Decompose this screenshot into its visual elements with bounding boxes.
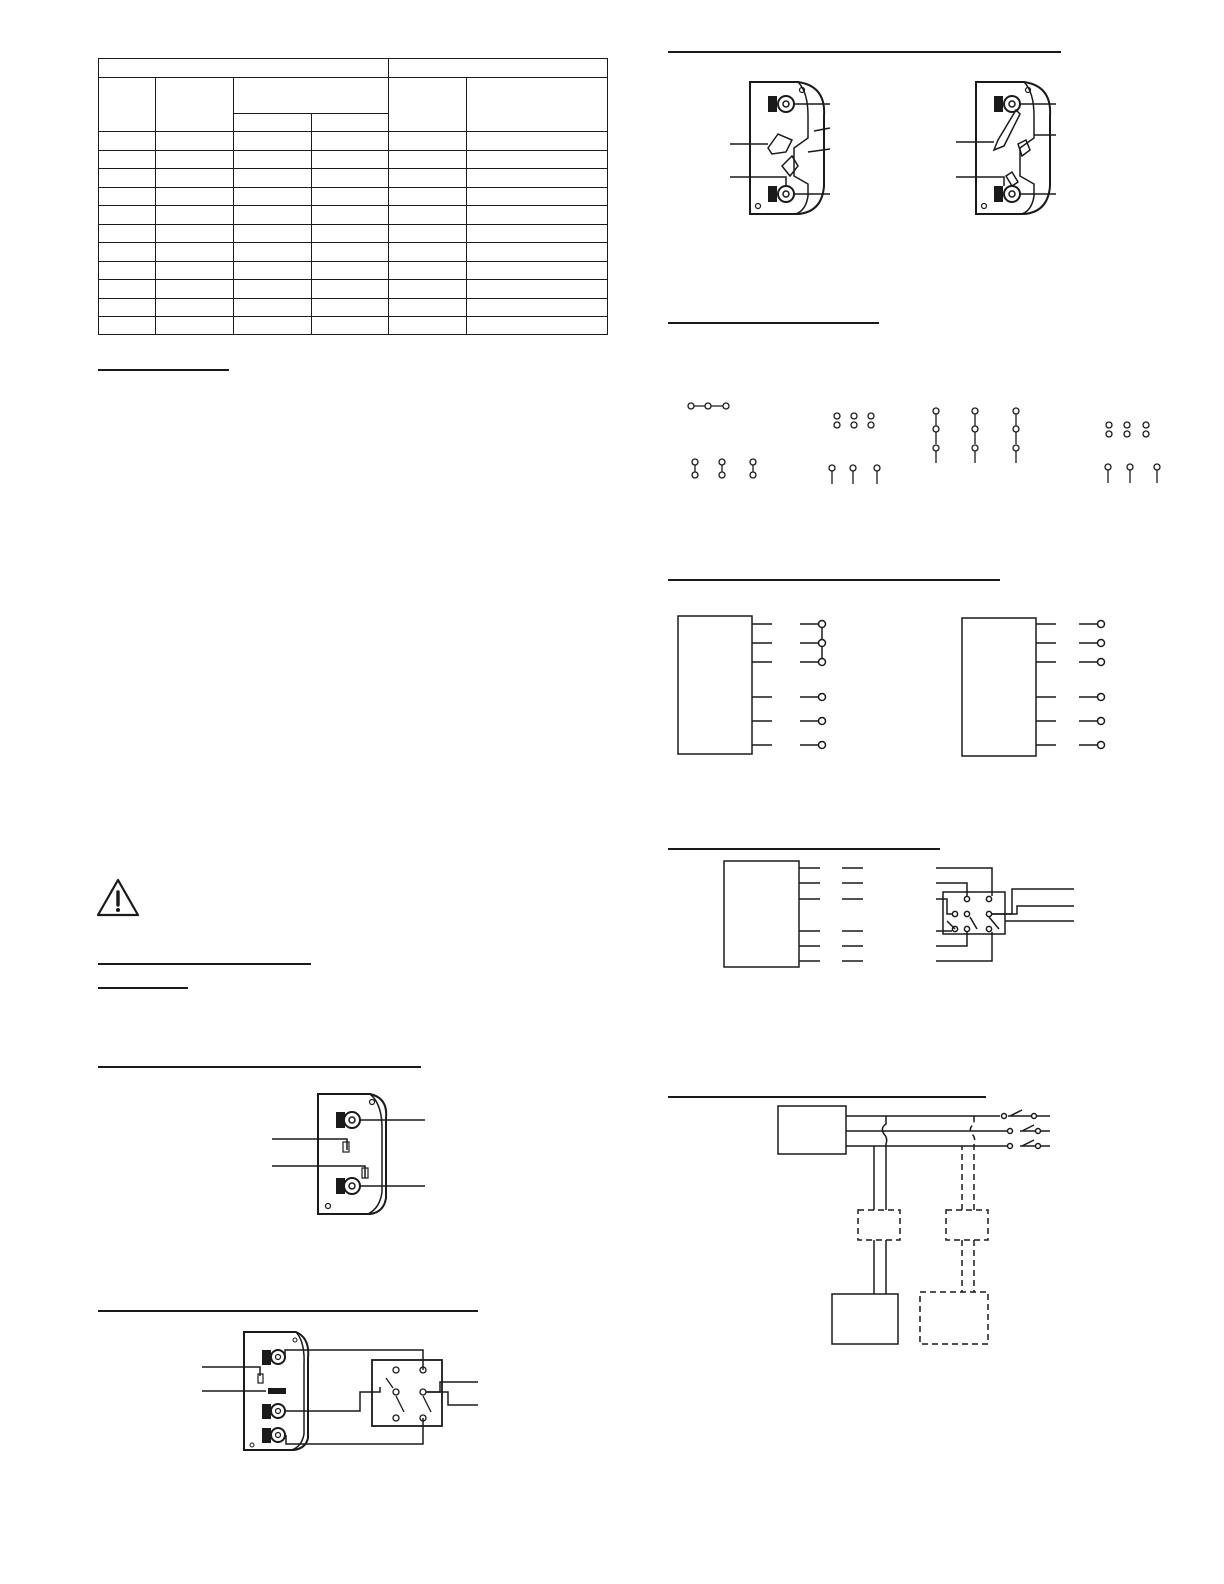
section-heading-rule [98,963,311,965]
table-cell [467,280,608,299]
table-cell [156,132,234,151]
table-cell [99,261,156,280]
section-heading-rule [668,51,1061,53]
table-column-header [234,77,389,113]
table-cell [312,261,389,280]
table-cell [389,298,467,317]
table-cell [234,169,312,188]
table-row [99,169,608,188]
table-cell [156,317,234,335]
table-row [99,187,608,206]
table-group-header [99,59,389,78]
link-position-left [730,82,830,214]
table-cell [467,298,608,317]
table-cell [467,206,608,225]
table-cell [99,206,156,225]
table-cell [389,261,467,280]
table-cell [467,224,608,243]
table-column-header [234,113,312,132]
table-column-header [312,113,389,132]
table-cell [312,187,389,206]
table-column-header [467,77,608,132]
table-cell [389,150,467,169]
table-cell [312,317,389,335]
table-cell [156,224,234,243]
table-column-header [389,77,467,132]
table-cell [389,132,467,151]
spec-table [98,58,608,335]
table-cell [389,206,467,225]
power-supply-wiring-schematic [776,1104,1056,1349]
table-cell [234,132,312,151]
table-cell [312,132,389,151]
table-cell [389,187,467,206]
table-cell [389,243,467,262]
table-cell [234,243,312,262]
table-cell [99,224,156,243]
table-cell [467,243,608,262]
table-row [99,150,608,169]
table-row [99,280,608,299]
section-heading-rule [98,369,229,371]
table-cell [156,206,234,225]
table-row [99,298,608,317]
table-cell [156,243,234,262]
table-cell [99,132,156,151]
table-cell [99,187,156,206]
terminal-block-link-positions [728,76,1068,221]
table-cell [156,187,234,206]
link-position-right [956,82,1056,214]
table-cell [234,317,312,335]
section-heading-rule [668,1096,986,1098]
table-cell [99,150,156,169]
table-cell [156,169,234,188]
table-cell [234,206,312,225]
table-cell [99,243,156,262]
section-heading-rule [98,1310,478,1312]
table-cell [156,261,234,280]
table-cell [99,169,156,188]
section-heading-rule [668,322,879,324]
terminal-block-with-switch [200,1330,480,1455]
section-heading-rule [668,848,940,850]
table-cell [156,280,234,299]
table-row [99,243,608,262]
table-cell [467,187,608,206]
table-cell [234,187,312,206]
table-cell [312,298,389,317]
table-row [99,224,608,243]
table-cell [389,169,467,188]
table-cell [312,243,389,262]
subsection-heading-rule [98,987,188,989]
table-cell [234,280,312,299]
section-heading-rule [668,579,1000,581]
table-cell [312,280,389,299]
table-cell [234,224,312,243]
table-cell [156,150,234,169]
terminal-block-two-terminals [270,1088,430,1218]
table-cell [467,317,608,335]
table-row [99,317,608,335]
table-cell [99,280,156,299]
table-cell [234,150,312,169]
warning-triangle-icon [96,878,140,918]
table-cell [99,317,156,335]
table-row [99,261,608,280]
table-cell [467,132,608,151]
table-cell [467,261,608,280]
motor-reversing-switch-wiring [722,859,1074,971]
table-cell [312,150,389,169]
section-heading-rule [98,1066,421,1068]
table-column-header [99,77,156,132]
table-cell [234,298,312,317]
table-cell [389,317,467,335]
table-cell [389,224,467,243]
table-column-header [156,77,234,132]
table-cell [467,150,608,169]
table-row [99,132,608,151]
table-cell [389,280,467,299]
table-cell [312,206,389,225]
table-cell [99,298,156,317]
terminal-connection-symbols [680,395,1170,490]
table-row [99,206,608,225]
table-cell [467,169,608,188]
table-cell [234,261,312,280]
motor-terminal-box-connections [676,614,1116,759]
table-cell [312,224,389,243]
table-cell [312,169,389,188]
table-cell [156,298,234,317]
table-group-header [389,59,608,78]
